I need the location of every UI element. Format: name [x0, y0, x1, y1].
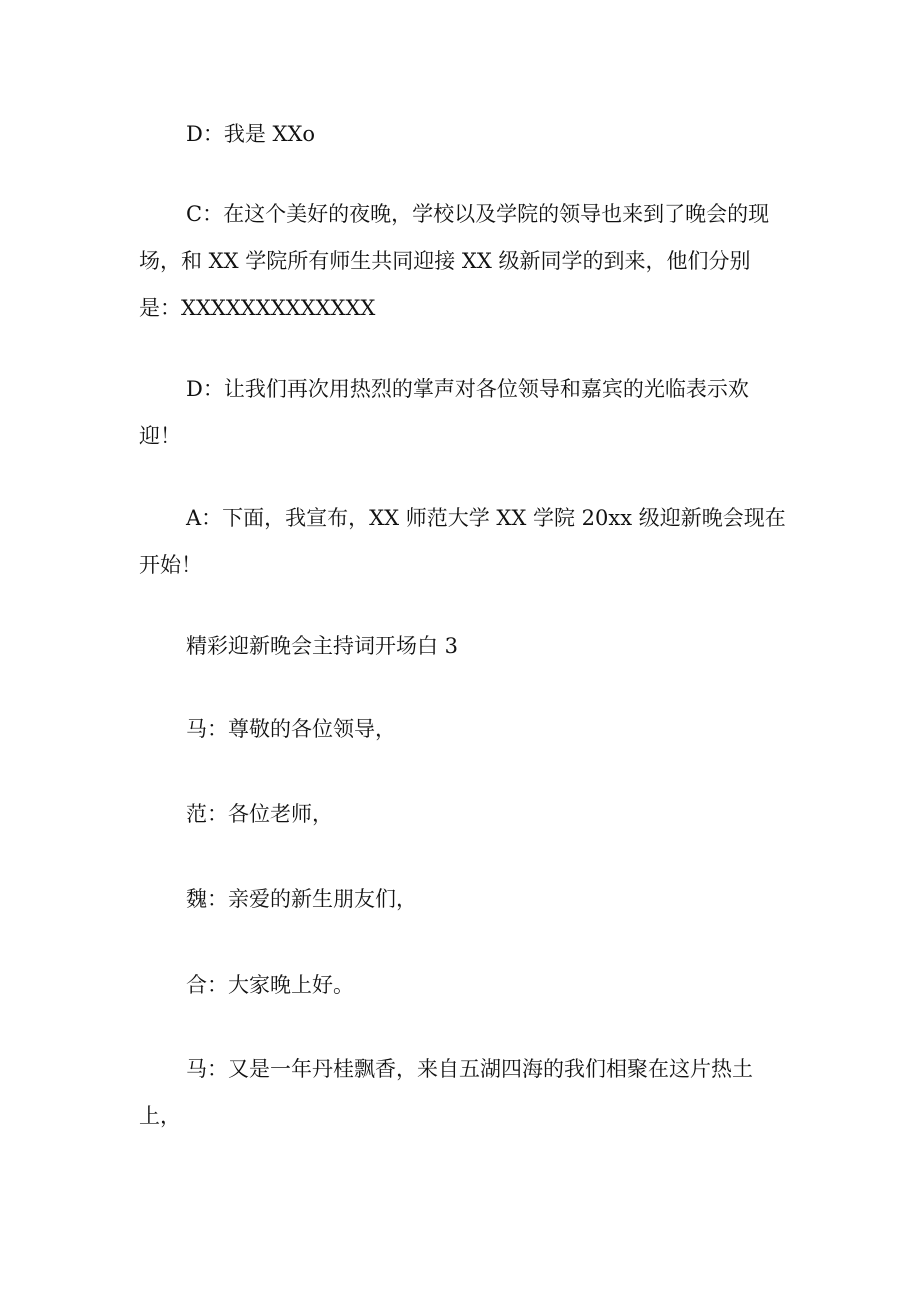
paragraph-c-leaders: C：在这个美好的夜晚，学校以及学院的领导也来到了晚会的现场，和 XX 学院所有师生共同迎接 XX 级新同学的到来，他们分别是：XXXXXXXXXXXXX [139, 202, 770, 320]
paragraph-wei-greeting: 魏：亲爱的新生朋友们， [186, 887, 417, 911]
paragraph-ma-opening: 马：又是一年丹桂飘香，来自五湖四海的我们相聚在这片热土上， [139, 1057, 753, 1128]
paragraph-ma-greeting: 马：尊敬的各位领导， [186, 717, 396, 741]
paragraph-fan-greeting: 范：各位老师， [186, 802, 333, 826]
paragraph-d-intro: D：我是 XXo [186, 122, 316, 146]
section-heading: 精彩迎新晚会主持词开场白 3 [186, 634, 459, 658]
paragraph-d-welcome: D：让我们再次用热烈的掌声对各位领导和嘉宾的光临表示欢迎！ [139, 377, 749, 448]
paragraph-a-announce: A：下面，我宣布，XX 师范大学 XX 学院 20xx 级迎新晚会现在开始！ [139, 506, 786, 577]
paragraph-he-greeting: 合：大家晚上好。 [186, 973, 354, 997]
